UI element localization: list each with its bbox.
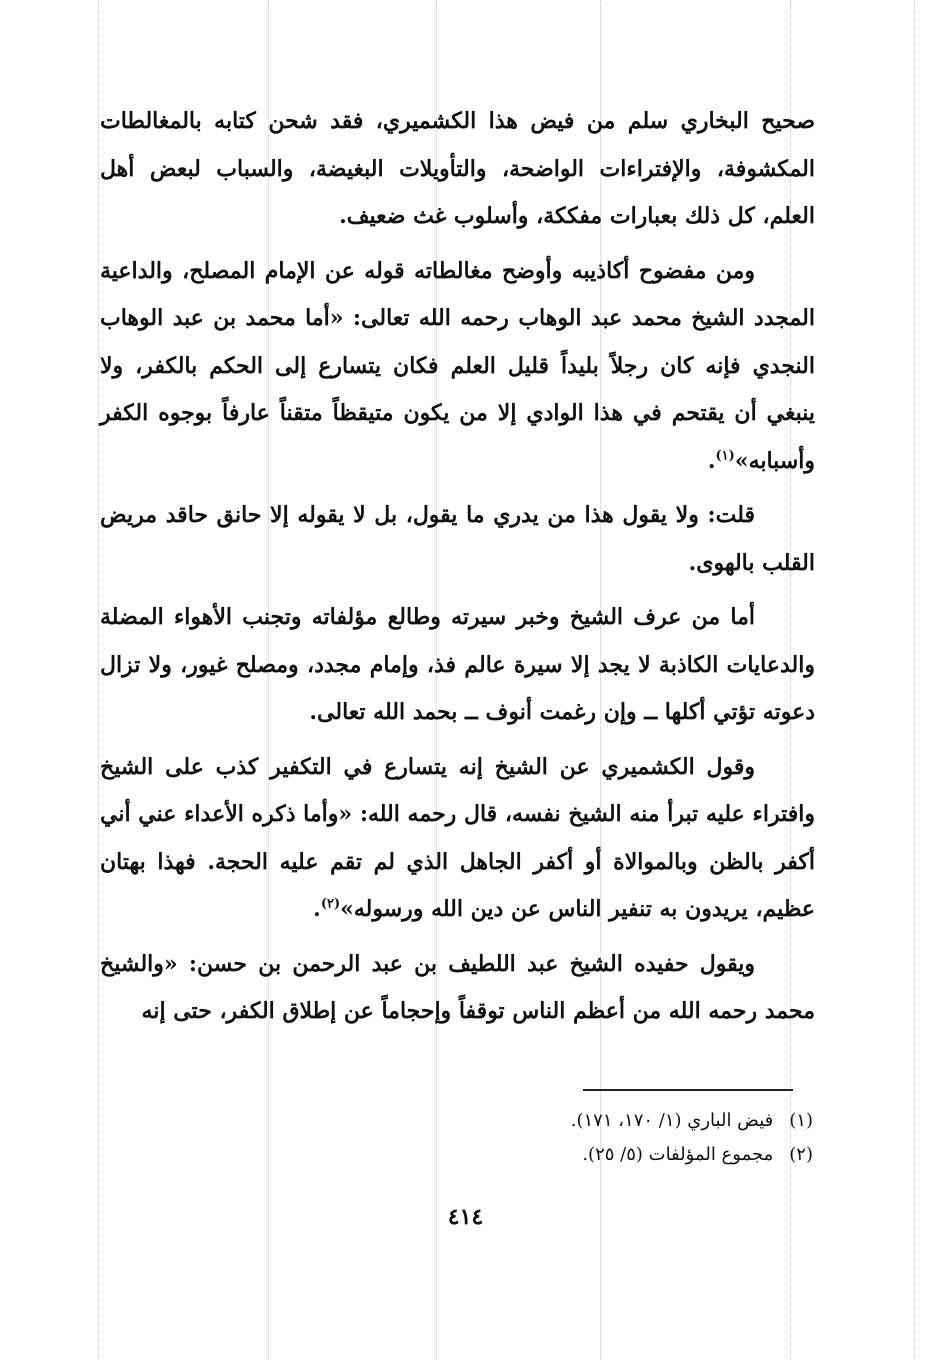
footnote-number: (٢) [789, 1144, 813, 1165]
footnote-2 [400, 1138, 813, 1172]
paragraph-2 [100, 248, 815, 486]
paragraph-3 [100, 492, 815, 587]
body-text [100, 98, 815, 1043]
footnotes [400, 1104, 813, 1172]
paragraph-text: أما من عرف الشيخ وخبر سيرته وطالع مؤلفاته وتجنب الأهواء المضلة والدعايات الكاذبة لا يجد إلا سيرة عالم فذ، وإمام مجدد، ومصلح غيور، ولا تزال دعوته تؤتي أكلها ــ وإن رغمت أنوف ــ بحمد الله تعالى. [100, 604, 815, 725]
paragraph-text: ومن مفضوح أكاذيبه وأوضح مغالطاته قوله عن الإمام المصلح، والداعية المجدد الشيخ محمد عبد الوهاب رحمه الله تعالى: «أما محمد بن عبد الوهاب النجدي فإنه كان رجلاً بليداً قليل العلم فكان يتسارع إلى الحكم بالكفر، ولا ينبغي أن يقتحم في هذا الوادي إلا من يكون متيقظاً متقناً عارفاً بوجوه الكفر وأسبابه» [100, 257, 815, 474]
paragraph-text: ويقول حفيده الشيخ عبد اللطيف بن عبد الرحمن بن حسن: «والشيخ محمد رحمه الله من أعظم الناس توقفاً وإحجاماً عن إطلاق الكفر، حتى إنه [100, 950, 815, 1024]
footnote-number: (١) [789, 1110, 813, 1131]
footnote-text: مجموع المؤلفات (٥/ ٢٥). [582, 1144, 774, 1165]
paragraph-1 [100, 98, 815, 241]
page-number: ٤١٤ [447, 1204, 484, 1230]
paragraph-text: وقول الكشميري عن الشيخ إنه يتسارع في التكفير كذب على الشيخ وافتراء عليه تبرأ منه الشيخ نفسه، قال رحمه الله: «وأما ذكره الأعداء عني أني أكفر بالظن وبالموالاة أو أكفر الجاهل الذي لم تقم عليه الحجة. فهذا بهتان عظيم، يريدون به تنفير الناس عن دين الله ورسوله» [100, 753, 815, 922]
scan-guide-line [98, 0, 99, 1360]
paragraph-end: . [707, 447, 716, 474]
paragraph-text: صحيح البخاري سلم من فيض هذا الكشميري، فقد شحن كتابه بالمغالطات المكشوفة، والإفتراءات الواضحة، والتأويلات البغيضة، والسباب لبعض أهل العلم، كل ذلك بعبارات مفككة، وأسلوب غث ضعيف. [100, 108, 816, 229]
footnote-reference: (٢) [320, 896, 341, 912]
footnote-text: فيض الباري (١/ ١٧٠، ١٧١). [570, 1110, 774, 1131]
paragraph-6 [100, 941, 815, 1036]
paragraph-end: . [313, 896, 321, 922]
paragraph-4 [100, 594, 815, 737]
footnote-separator [583, 1089, 793, 1091]
scan-guide-line [914, 0, 915, 1360]
paragraph-5 [100, 744, 815, 934]
footnote-reference: (١) [715, 448, 735, 464]
footnote-1 [400, 1104, 813, 1138]
paragraph-text: قلت: ولا يقول هذا من يدري ما يقول، بل لا يقوله إلا حانق حاقد مريض القلب بالهوى. [100, 502, 815, 576]
